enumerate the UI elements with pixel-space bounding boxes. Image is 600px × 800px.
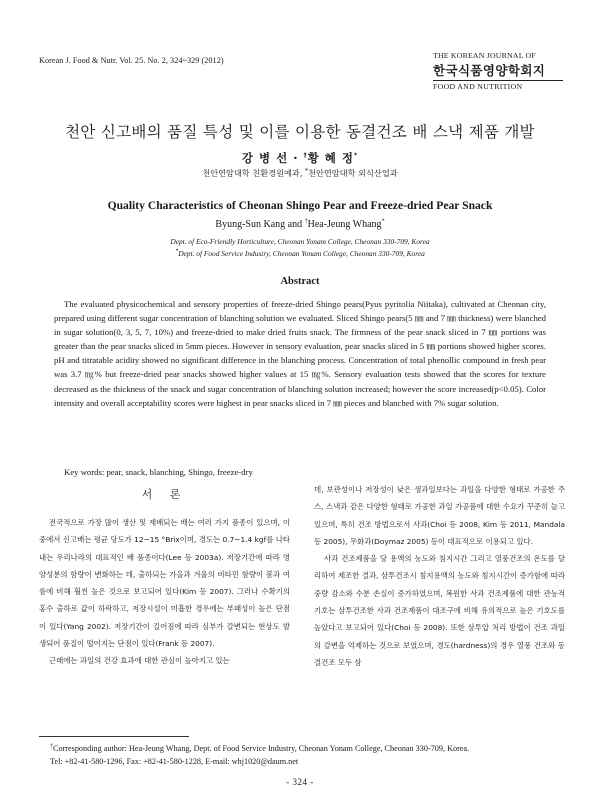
affiliation-mark: * — [353, 152, 359, 160]
author-2-korean: 황 혜 정 — [307, 151, 354, 165]
author-2-english: Hea-Jeung Whang — [307, 219, 382, 230]
authors-english — [0, 219, 600, 230]
corresponding-mark: † — [304, 218, 308, 225]
page-number: - 324 - — [286, 777, 314, 787]
authors-korean — [0, 150, 600, 166]
affiliation-1-korean: 천안연암대학 친환경원예과, — [202, 168, 306, 178]
journal-logo-en-top: THE KOREAN JOURNAL OF — [433, 51, 536, 60]
author-1-english: Byung-Sun Kang and — [215, 219, 305, 230]
keywords: Key words: pear, snack, blanching, Shingo, freeze-dry — [64, 467, 253, 477]
affiliation-mark: * — [381, 218, 385, 225]
footnote-line-1 — [50, 742, 469, 755]
section-heading-introduction: 서 론 — [141, 488, 188, 501]
footnote-contact: Tel: +82-41-580-1296, Fax: +82-41-580-1228, E-mail: whj1020@daum.net — [50, 757, 299, 766]
abstract-heading: Abstract — [280, 276, 320, 287]
corresponding-mark: † — [303, 152, 308, 160]
paragraph: 데, 보관성이나 저장성이 낮은 생과일보다는 과일을 다양한 형태로 가공한 주스, 스낵과 같은 다양한 형태로 가공한 과일 가공품에 대한 수요가 꾸준히 늘고 있으며, 특히 건조 방법으로서 사과(Choi 등 2008, Kim 등 2011, Mandala 등 2005), 무화과(Doymaz 2005) 등이 대표적으로 이용되고 있다. — [314, 485, 565, 546]
journal-logo-korean: 한국식품영양학회지 — [433, 63, 546, 78]
title-korean: 천안 신고배의 품질 특성 및 이를 이용한 동결건조 배 스낵 제품 개발 — [65, 123, 535, 141]
abstract-body: The evaluated physicochemical and sensory properties of freeze-dried Shingo pears(Pyus pyritolia Niitaka), cultivated at Cheonan city, prepared using different sugar concentration of blanching solution we evaluated. Sliced Shingo pears(5 ㎜ and 7 ㎜ thickness) were blanched in sugar solution(0, 3, 5, 7, 10%) and freeze-dried to make dried fruits snack. The firmness of the pear snack sliced in 7 ㎜ portions was greater than the pear snacks sliced in 5mm pieces. However in sensory evaluation, pear snacks sliced in 5 ㎜ portions showed higher scores. pH and titratable acidity showed no significant difference in the blanching process. Concentration of total phenollic compound in fresh pear was 3.7 ㎎% but freeze-dried pear snacks showed higher values at 15 ㎎%. Sensory evaluation tests showed that the scores for texture decreased as the thickness of the snack and sugar concentration of blanching solution increased; however the score increased(p<0.05). Color intensity and overall acceptability scores were highest in pear snacks sliced in 7 ㎜ pieces and blanched with 7% sugar solution. — [54, 299, 546, 408]
right-column — [314, 481, 565, 671]
affiliation-mark: * — [305, 167, 309, 175]
affiliation-2-korean: 천안연암대학 외식산업과 — [308, 168, 398, 178]
footnote — [50, 742, 469, 768]
affiliations-korean — [0, 168, 600, 179]
journal-logo-en-bottom: FOOD AND NUTRITION — [433, 80, 563, 91]
footnote-corresponding-author: Corresponding author: Hea-Jeung Whang, Dept. of Food Service Industry, Cheonan Yonam College, Cheonan 330-709, Korea. — [53, 744, 470, 753]
affiliation-2-english — [0, 249, 600, 258]
left-column — [39, 514, 290, 670]
affiliation-mark: * — [175, 248, 179, 255]
paragraph: 근래에는 과일의 건강 효과에 대한 관심이 높아지고 있는 — [49, 656, 230, 666]
author-1-korean: 강 병 선 · — [241, 151, 304, 165]
corresponding-mark: † — [50, 743, 53, 750]
footnote-divider — [39, 736, 189, 737]
journal-citation: Korean J. Food & Nutr. Vol. 25. No. 2, 324~329 (2012) — [39, 56, 224, 65]
journal-logo — [433, 51, 563, 91]
paragraph: 사과 건조제품을 당 용액의 농도와 침지시간 그리고 열풍건조의 온도를 달리하여 제조한 결과, 삼투건조시 침지용액의 농도와 침지시간이 증가함에 따라 중량 감소와 수분 손실이 증가하였으며, 복원한 사과 건조제품에 대한 관능적 기호는 삼투건조한 사과 건조제품이 대조구에 비해 유의적으로 높은 기호도를 높았다고 보고되어 있다(Choi 등 2008). 또한 삼투압 처리 방법이 건조 과일의 갈변을 억제하는 것으로 보였으며, 경도(hardness)의 경우 열풍 건조와 동결건조 모두 삼 — [314, 554, 565, 667]
paragraph: 전국적으로 가장 많이 생산 및 재배되는 배는 여러 가지 품종이 있으며, 이중에서 신고배는 평균 당도가 12~15 °Brix이며, 경도는 0.7~1.4 kgf를 나타내는 우리나라의 대표적인 배 품종이다(Lee 등 2003a). 저장기간에 따라 영양성분의 함량이 변화하는 데, 출하되는 가을과 겨울의 비타민 함량이 봄과 여름에 비해 훨씬 높은 것으로 보고되어 있다(Kim 등 2007). 그러나 수확기의 홍수 출하로 값이 하락하고, 저장시설이 미흡한 경우에는 부패성이 높은 단점이 있다(Yang 2002). 저장기간이 길어짐에 따라 심부가 갈변되는 현상도 발생되어 품질이 떨어지는 단점이 있다(Frank 등 2007). — [39, 518, 290, 649]
affiliation-2-english-text: Dept. of Food Service Industry, Cheonan Yonam College, Cheonan 330-709, Korea — [178, 249, 425, 258]
affiliation-1-english: Dept. of Eco-Friendly Horticulture, Cheonan Yonam College, Cheonan 330-709, Korea — [170, 237, 430, 246]
title-english: Quality Characteristics of Cheonan Shingo Pear and Freeze-dried Pear Snack — [107, 199, 493, 212]
